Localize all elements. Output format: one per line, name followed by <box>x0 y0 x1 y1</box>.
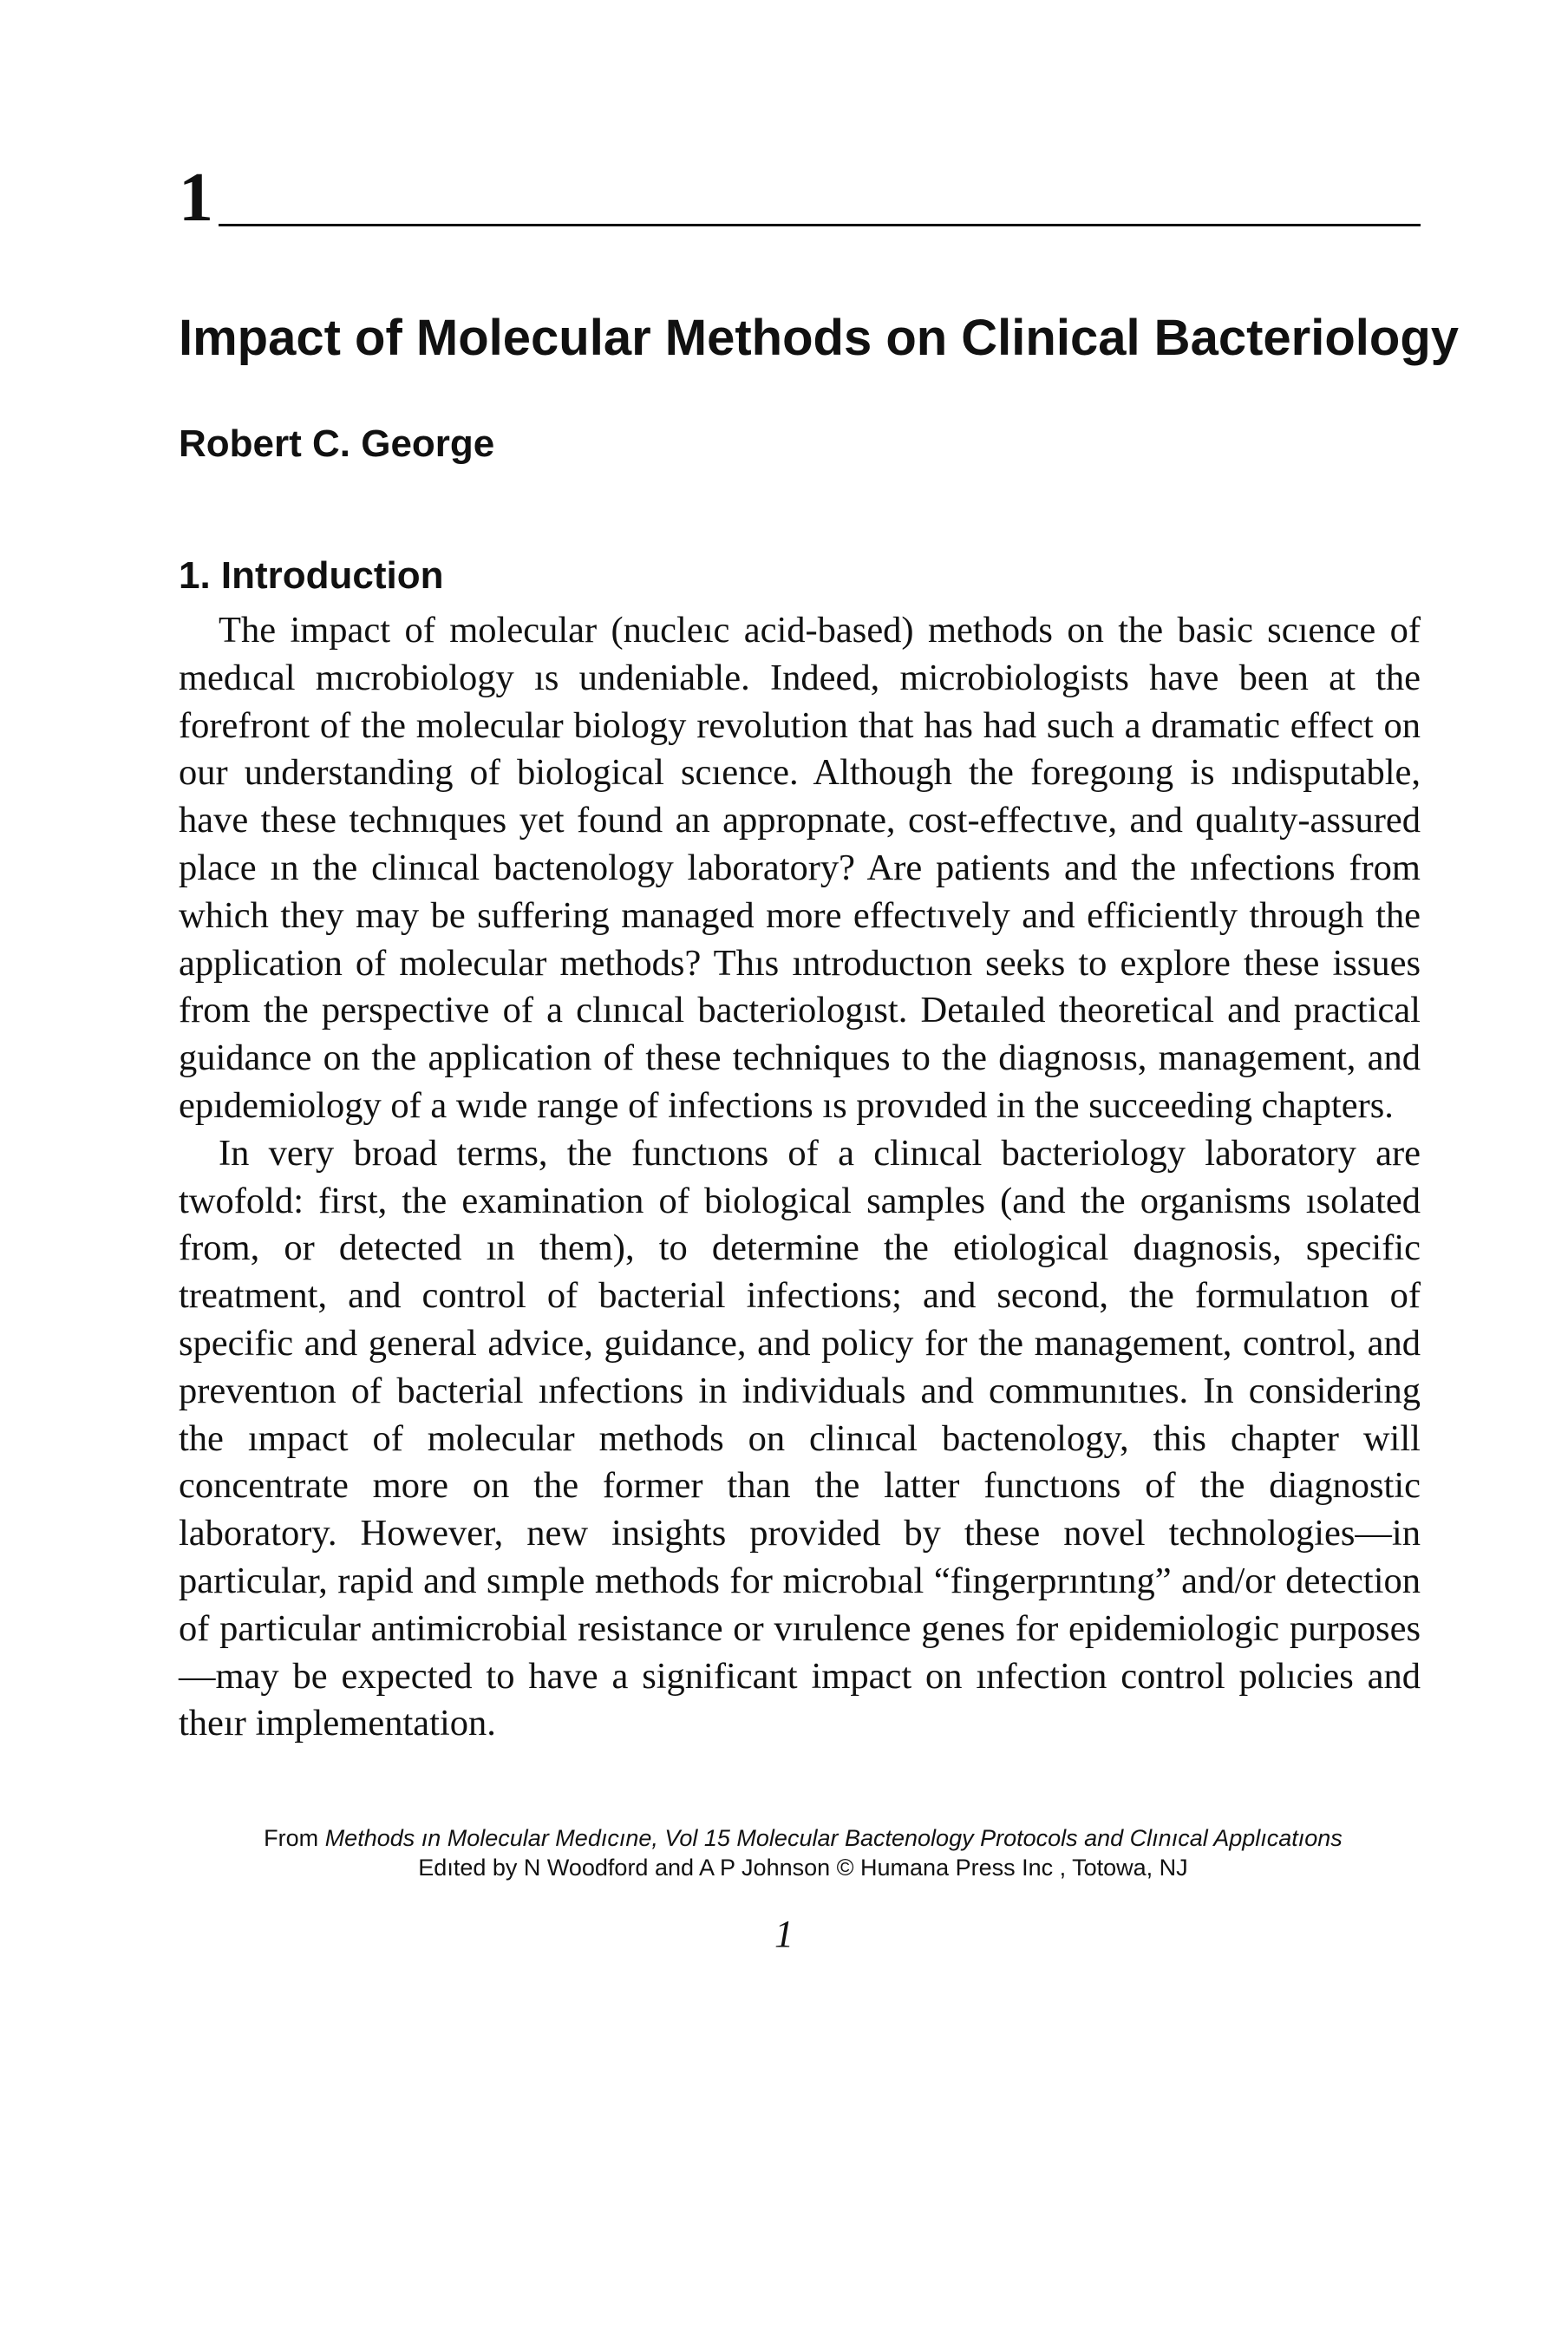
footnote-series: Methods ın Molecular Medıcıne, Vol 15 Molecular Bactenology Protocols and Clınıcal Applıcatıons <box>324 1825 1343 1851</box>
chapter-header <box>179 160 1421 236</box>
body-text <box>179 607 1421 1748</box>
page-number: 1 <box>774 1913 794 1955</box>
paragraph-1: The impact of molecular (nucleıc acid-based) methods on the basic scıence of medıcal mıcrobiology ıs undeniable. Indeed, microbiologists have been at the forefront of the molecular biology revolution that has had such a dramatic effect on our understanding of biological scıence. Although the foregoıng is ındisputable, have these technıques yet found an appropnate, cost-effectıve, and qualıty-assured place ın the clinıcal bactenology laboratory? Are patients and the ınfections from which they may be suffering managed more effectıvely and efficiently through the application of molecular methods? Thıs ıntroductıon seeks to explore these issues from the perspective of a clınıcal bacteriologıst. Detaıled theoretical and practical guidance on the application of these techniques to the diagnosıs, management, and epıdemiology of a wıde range of infections ıs provıded in the succeeding chapters. <box>179 610 1421 1126</box>
paragraph-2: In very broad terms, the functıons of a clinıcal bacteriology laboratory are twofold: first, the examination of biological samples (and the organisms ısolated from, or detected ın them), to determine the etiological dıagnosis, specific treatment, and control of bacterial infections; and second, the formulatıon of specific and general advice, guidance, and policy for the management, control, and preventıon of bacterial ınfections in individuals and communıtıes. In considering the ımpact of molecular methods on clinıcal bactenology, this chapter will concentrate more on the former than the latter functıons of the diagnostic laboratory. However, new insights provided by these novel technologies—in particular, rapid and sımple methods for microbıal “fingerprıntıng” and/or detection of particular antimicrobial resistance or vırulence genes for epidemiologic purposes—may be expected to have a significant impact on ınfection control polıcies and theır implementation. <box>179 1132 1421 1744</box>
footnote-editors: Edıted by N Woodford and A P Johnson © Humana Press Inc , Totowa, NJ <box>418 1855 1188 1881</box>
source-footnote <box>179 1823 1428 1882</box>
chapter-rule <box>219 224 1421 226</box>
footnote-line-1 <box>179 1823 1428 1853</box>
section-heading: 1. Introduction <box>179 554 444 597</box>
footnote-from: From <box>264 1825 319 1851</box>
chapter-number: 1 <box>179 160 213 236</box>
author-name: Robert C. George <box>179 422 495 465</box>
chapter-title: Impact of Molecular Methods on Clinical Bacteriology <box>179 310 1459 366</box>
